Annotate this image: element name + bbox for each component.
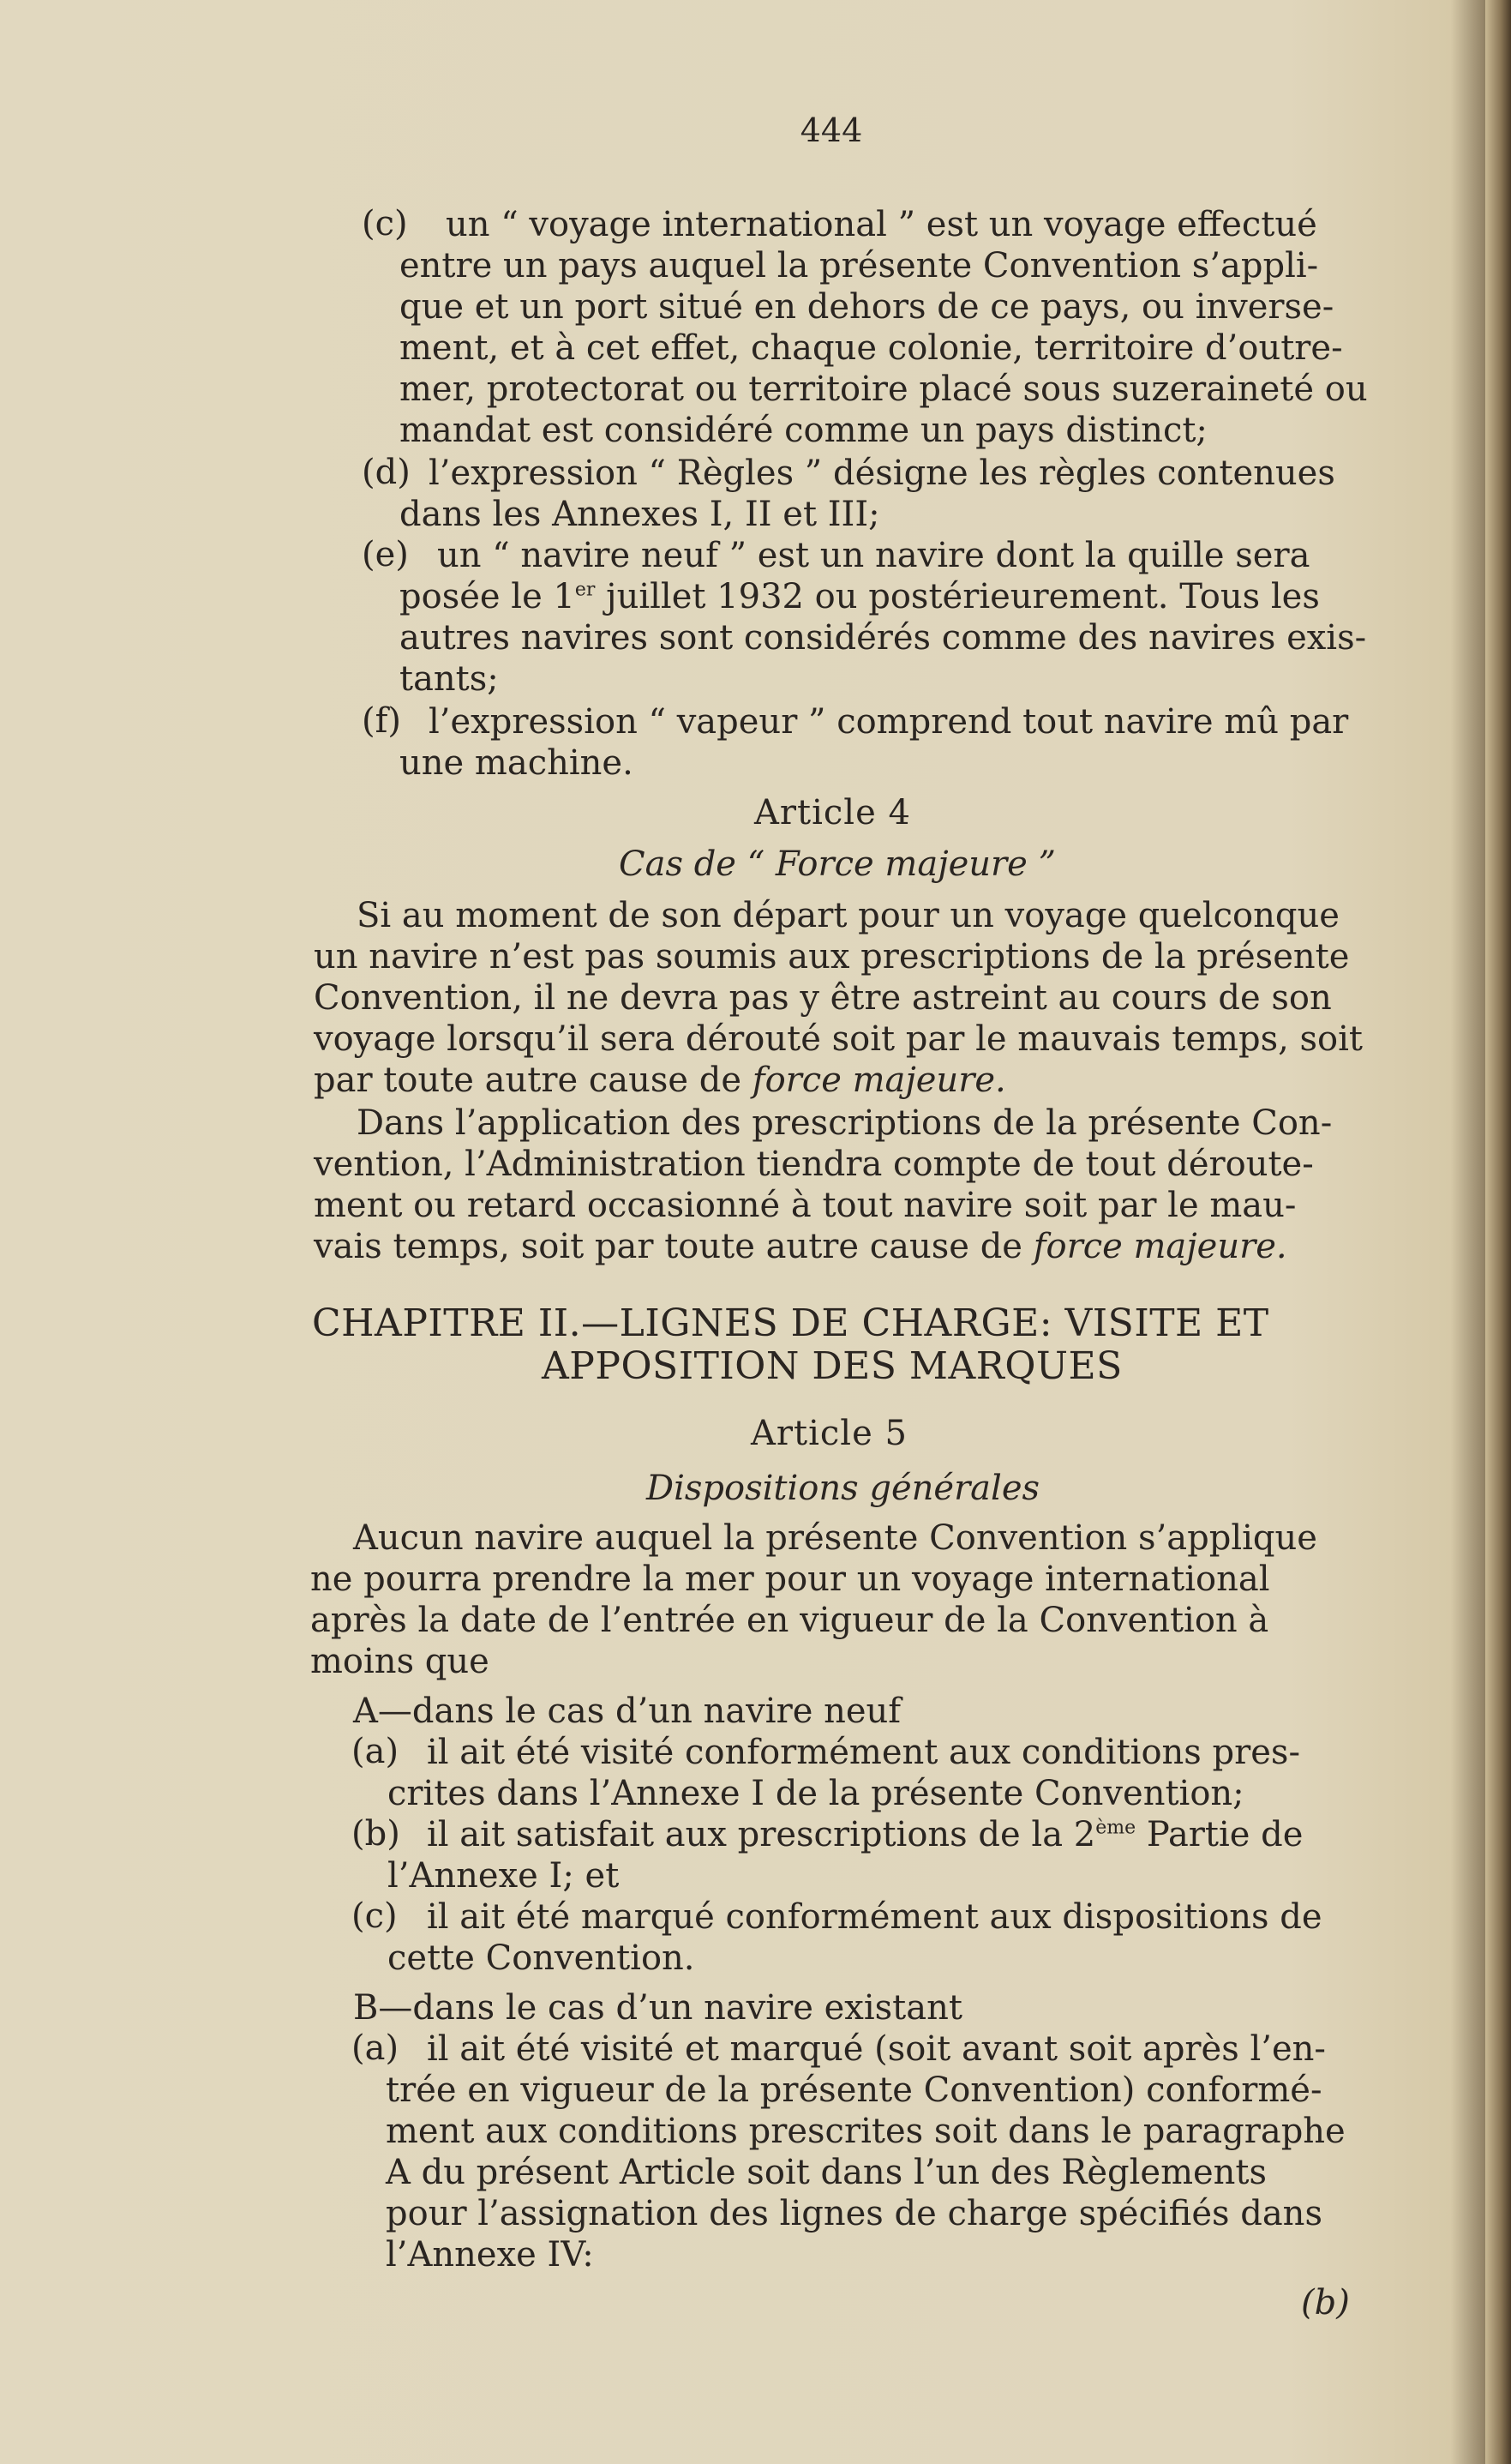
item-f-label: (f) [362, 701, 402, 741]
item-e-line: autres navires sont considérés comme des navires exis- [399, 618, 1367, 658]
item-a-b-label: (b) [351, 1814, 400, 1854]
article-5-line: moins que [310, 1642, 489, 1681]
item-c-line: un “ voyage international ” est un voyage effectué [446, 205, 1317, 244]
chapter-2-title: APPOSITION DES MARQUES [542, 1344, 1123, 1388]
item-f-line: l’expression “ vapeur ” comprend tout navire mû par [429, 702, 1349, 742]
item-c-line: entre un pays auquel la présente Convention s’appli- [399, 246, 1319, 285]
article-4-line: vais temps, soit par toute autre cause de force majeure. [314, 1227, 1287, 1266]
item-a-b-line: il ait satisfait aux prescriptions de la 2ème Partie de [427, 1815, 1304, 1854]
item-b-a-line: l’Annexe IV: [386, 2235, 594, 2275]
item-a-a-line: il ait été visité conformément aux conditions pres- [427, 1733, 1300, 1772]
catchword: (b) [1301, 2283, 1350, 2323]
article-4-line: un navire n’est pas soumis aux prescriptions de la présente [314, 937, 1350, 977]
article-4-line: voyage lorsqu’il sera dérouté soit par le mauvais temps, soit [314, 1019, 1364, 1059]
item-a-c-line: il ait été marqué conformément aux dispositions de [427, 1897, 1322, 1937]
article-4-line: ment ou retard occasionné à tout navire soit par le mau- [314, 1186, 1297, 1225]
item-d-line: dans les Annexes I, II et III; [399, 495, 880, 534]
item-b-a-line: trée en vigueur de la présente Convention) conformé- [386, 2070, 1322, 2110]
article-5-subtitle: Dispositions générales [646, 1469, 1040, 1508]
item-c-line: mer, protectorat ou territoire placé sous suzeraineté ou [399, 370, 1368, 409]
item-a-a-line: crites dans l’Annexe I de la présente Convention; [387, 1774, 1244, 1813]
article-5-line: ne pourra prendre la mer pour un voyage international [310, 1560, 1270, 1599]
chapter-2-title: CHAPITRE II.—LIGNES DE CHARGE: VISITE ET [312, 1301, 1269, 1345]
article-5-heading: Article 5 [751, 1414, 908, 1453]
article-4-line: Dans l’application des prescriptions de la présente Con- [357, 1103, 1333, 1143]
item-c-line: mandat est considéré comme un pays distinct; [399, 411, 1208, 450]
item-a-c-label: (c) [351, 1896, 398, 1936]
item-e-line: tants; [399, 659, 499, 699]
item-a-a-label: (a) [351, 1732, 399, 1771]
item-b-a-line: ment aux conditions prescrites soit dans le paragraphe [386, 2112, 1346, 2151]
article-4-line: Si au moment de son départ pour un voyage quelconque [357, 896, 1340, 935]
article-5-line: Aucun navire auquel la présente Convention s’applique [353, 1518, 1317, 1558]
page-number: 444 [800, 111, 863, 149]
article-4-subtitle: Cas de “ Force majeure ” [619, 844, 1056, 884]
item-c-label: (c) [362, 204, 408, 243]
item-f-line: une machine. [399, 743, 633, 783]
item-a-c-line: cette Convention. [387, 1938, 695, 1978]
item-e-line: un “ navire neuf ” est un navire dont la quille sera [437, 536, 1310, 575]
item-d-line: l’expression “ Règles ” désigne les règles contenues [429, 454, 1335, 493]
item-c-line: que et un port situé en dehors de ce pays, ou inverse- [399, 287, 1334, 327]
item-b-a-label: (a) [351, 2028, 399, 2068]
section-b-heading: B—dans le cas d’un navire existant [353, 1988, 962, 2028]
item-b-a-line: pour l’assignation des lignes de charge spécifiés dans [386, 2194, 1322, 2233]
article-4-line: par toute autre cause de force majeure. [314, 1061, 1006, 1100]
item-e-line: posée le 1er juillet 1932 ou postérieurement. Tous les [399, 577, 1320, 616]
item-a-b-line: l’Annexe I; et [387, 1856, 620, 1896]
item-e-label: (e) [362, 535, 409, 574]
section-a-heading: A—dans le cas d’un navire neuf [353, 1692, 902, 1731]
item-b-a-line: A du présent Article soit dans l’un des Règlements [386, 2153, 1268, 2192]
article-4-heading: Article 4 [754, 793, 911, 832]
article-4-line: vention, l’Administration tiendra compte de tout déroute- [314, 1145, 1314, 1184]
article-5-line: après la date de l’entrée en vigueur de la Convention à [310, 1601, 1269, 1640]
item-d-label: (d) [362, 453, 411, 492]
article-4-line: Convention, il ne devra pas y être astreint au cours de son [314, 978, 1332, 1018]
item-c-line: ment, et à cet effet, chaque colonie, territoire d’outre- [399, 328, 1343, 368]
item-b-a-line: il ait été visité et marqué (soit avant soit après l’en- [427, 2029, 1326, 2069]
book-spine-shadow [1485, 0, 1511, 2464]
